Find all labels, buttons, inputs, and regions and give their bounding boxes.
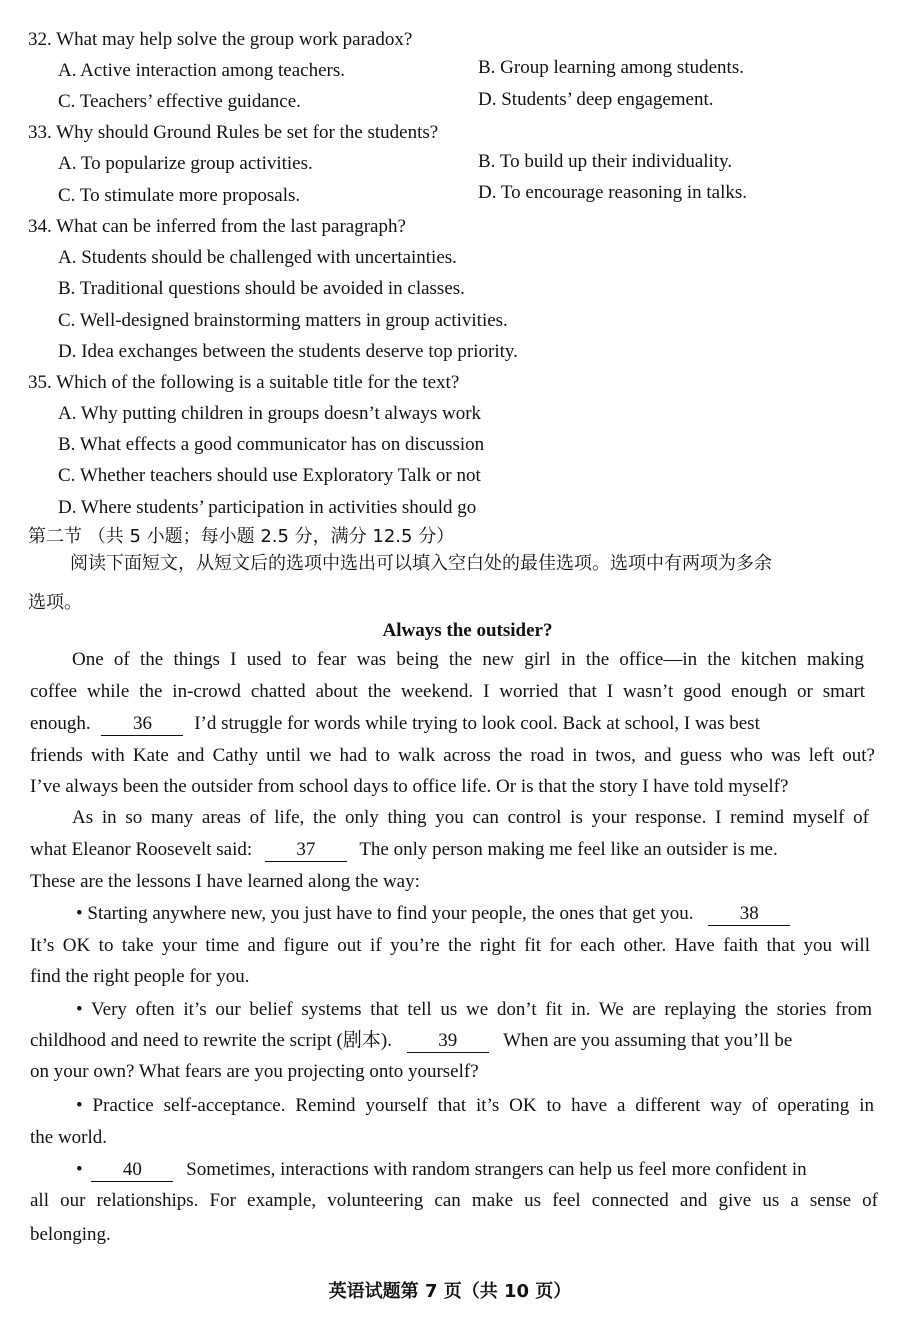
paragraph-5-line-2: the world. (30, 1127, 108, 1148)
paragraph-1-line-5: I’ve always been the outsider from school days to office life. Or is that the story I have told myself? (30, 776, 789, 797)
paragraph-1-line-4: friends with Kate and Cathy until we had to walk across the road in twos, and guess who was left out? (30, 745, 875, 766)
paragraph-2-line-3: These are the lessons I have learned along the way: (30, 871, 420, 892)
blank-36: 36 (101, 713, 183, 736)
paragraph-4-line-1: • Very often it’s our belief systems that tell us we don’t fit in. We are replaying the stories from (76, 999, 872, 1020)
blank-40: 40 (91, 1159, 173, 1182)
paragraph-1-line-1: One of the things I used to fear was being the new girl in the office—in the kitchen making (72, 649, 864, 670)
question-33-option-d: D. To encourage reasoning in talks. (478, 182, 747, 203)
blank-38: 38 (708, 903, 790, 926)
paragraph-3-text: • Starting anywhere new, you just have to find your people, the ones that get you. (76, 903, 694, 924)
question-35-option-c: C. Whether teachers should use Exploratory Talk or not (58, 465, 481, 486)
section-instruction: 阅读下面短文，从短文后的选项中选出可以填入空白处的最佳选项。选项中有两项为多余 (70, 553, 772, 574)
question-32-option-a: A. Active interaction among teachers. (58, 60, 346, 81)
blank-39: 39 (407, 1030, 489, 1053)
question-33-stem: 33. Why should Ground Rules be set for the students? (28, 122, 439, 143)
page-footer: 英语试题第 7 页（共 10 页） (328, 1281, 572, 1302)
paragraph-3-line-1 (76, 900, 790, 928)
paragraph-1-line-2: coffee while the in-crowd chatted about the weekend. I worried that I wasn’t good enough or smart (30, 681, 865, 702)
paragraph-1-text: enough. (30, 713, 91, 734)
blank-37: 37 (265, 839, 347, 862)
paragraph-2-text: The only person making me feel like an outsider is me. (359, 839, 778, 860)
paragraph-5-line-1: • Practice self-acceptance. Remind yourself that it’s OK to have a different way of operating in (76, 1095, 874, 1116)
question-34-option-c: C. Well-designed brainstorming matters in group activities. (58, 310, 508, 331)
paragraph-6-line-2: all our relationships. For example, volunteering can make us feel connected and give us a sense of (30, 1190, 878, 1211)
paragraph-4-line-2 (30, 1027, 875, 1055)
question-32-option-c: C. Teachers’ effective guidance. (58, 91, 301, 112)
paragraph-6-line-3: belonging. (30, 1224, 111, 1245)
paragraph-2-text: what Eleanor Roosevelt said: (30, 839, 253, 860)
question-35-option-b: B. What effects a good communicator has on discussion (58, 434, 485, 455)
question-34-option-a: A. Students should be challenged with uncertainties. (58, 247, 457, 268)
question-33-option-b: B. To build up their individuality. (478, 151, 733, 172)
paragraph-6-bullet: • (76, 1159, 83, 1180)
question-35-option-d: D. Where students’ participation in activities should go (58, 497, 477, 518)
question-33-option-c: C. To stimulate more proposals. (58, 185, 301, 206)
question-32-option-b: B. Group learning among students. (478, 57, 744, 78)
paragraph-1-line-3 (30, 710, 875, 738)
question-33-option-a: A. To popularize group activities. (58, 153, 313, 174)
section-heading: 第二节 （共 5 小题；每小题 2.5 分，满分 12.5 分） (28, 526, 455, 547)
paragraph-1-text: I’d struggle for words while trying to look cool. Back at school, I was best (194, 713, 760, 734)
question-34-option-d: D. Idea exchanges between the students deserve top priority. (58, 341, 518, 362)
question-32-stem: 32. What may help solve the group work paradox? (28, 29, 413, 50)
paragraph-6-text: Sometimes, interactions with random strangers can help us feel more confident in (186, 1159, 807, 1180)
paragraph-2-line-2 (30, 836, 875, 864)
question-34-option-b: B. Traditional questions should be avoided in classes. (58, 278, 465, 299)
question-32-option-d: D. Students’ deep engagement. (478, 89, 714, 110)
section-instruction-cont: 选项。 (28, 592, 82, 613)
question-35-option-a: A. Why putting children in groups doesn’t always work (58, 403, 482, 424)
question-35-stem: 35. Which of the following is a suitable title for the text? (28, 372, 460, 393)
question-34-stem: 34. What can be inferred from the last paragraph? (28, 216, 406, 237)
paragraph-6-line-1 (76, 1156, 807, 1184)
paragraph-4-line-3: on your own? What fears are you projecting onto yourself? (30, 1061, 479, 1082)
paragraph-3-line-3: find the right people for you. (30, 966, 250, 987)
paragraph-4-text: childhood and need to rewrite the script (剧本). (30, 1030, 392, 1051)
paragraph-2-line-1: As in so many areas of life, the only thing you can control is your response. I remind myself of (72, 807, 869, 828)
paragraph-4-text: When are you assuming that you’ll be (503, 1030, 793, 1051)
passage-title: Always the outsider? (382, 620, 553, 641)
paragraph-3-line-2: It’s OK to take your time and figure out if you’re the right fit for each other. Have faith that you will (30, 935, 870, 956)
